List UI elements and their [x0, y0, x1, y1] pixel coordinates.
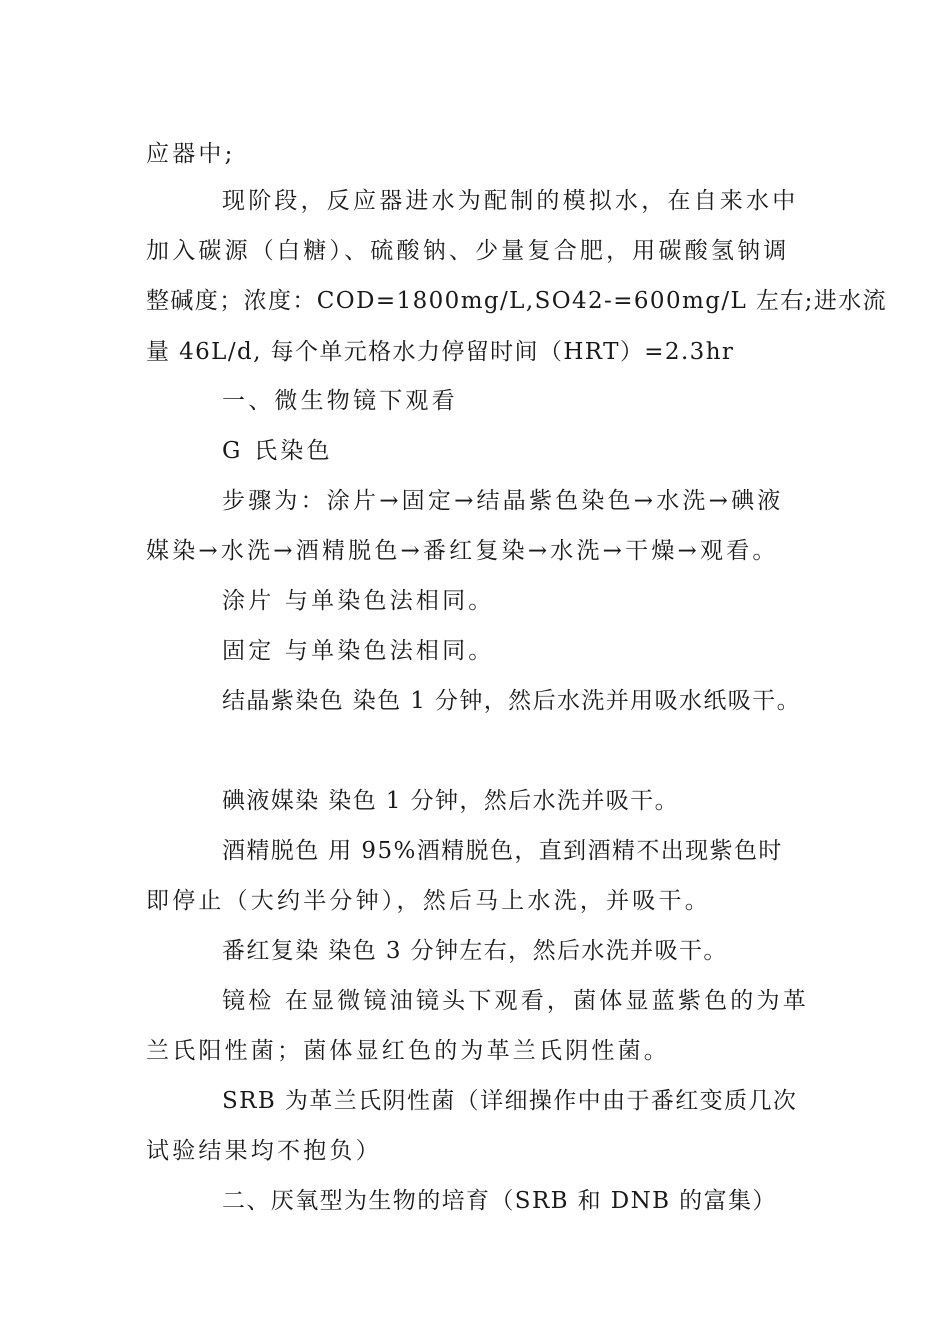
text-line: 兰氏阳性菌；菌体显红色的为革兰氏阴性菌。: [146, 1038, 670, 1064]
text-line: 媒染→水洗→酒精脱色→番红复染→水洗→干燥→观看。: [146, 538, 779, 564]
text-line: 酒精脱色 用 95%酒精脱色，直到酒精不出现紫色时: [222, 838, 783, 864]
text-line: 固定 与单染色法相同。: [222, 638, 495, 664]
subsection-heading: G 氏染色: [222, 438, 333, 464]
text-line: 加入碳源（白糖）、硫酸钠、少量复合肥，用碳酸氢钠调: [146, 238, 790, 264]
text-line: 应器中;: [146, 141, 236, 167]
text-line: 碘液媒染 染色 1 分钟，然后水洗并吸干。: [222, 788, 679, 814]
text-line: 即停止（大约半分钟），然后马上水洗，并吸干。: [146, 888, 711, 914]
text-line: 试验结果均不抱负）: [146, 1138, 382, 1164]
section-heading: 二、厌氧型为生物的培育（SRB 和 DNB 的富集）: [222, 1188, 777, 1214]
text-line: 涂片 与单染色法相同。: [222, 588, 495, 614]
text-line: 整碱度；浓度：COD=1800mg/L,SO42-=600mg/L 左右;进水流: [146, 288, 888, 314]
text-line: 镜检 在显微镜油镜头下观看，菌体显蓝紫色的为革: [222, 988, 809, 1014]
text-line: 结晶紫染色 染色 1 分钟，然后水洗并用吸水纸吸干。: [222, 688, 801, 714]
text-line: 番红复染 染色 3 分钟左右，然后水洗并吸干。: [222, 938, 728, 964]
text-line: 现阶段，反应器进水为配制的模拟水，在自来水中: [222, 188, 799, 214]
text-line: 量 46L/d, 每个单元格水力停留时间（HRT）=2.3hr: [146, 339, 735, 365]
text-line: 步骤为：涂片→固定→结晶紫色染色→水洗→碘液: [222, 488, 784, 514]
text-line: SRB 为革兰氏阴性菌（详细操作中由于番红变质几次: [222, 1088, 798, 1114]
section-heading: 一、微生物镜下观看: [222, 388, 458, 414]
